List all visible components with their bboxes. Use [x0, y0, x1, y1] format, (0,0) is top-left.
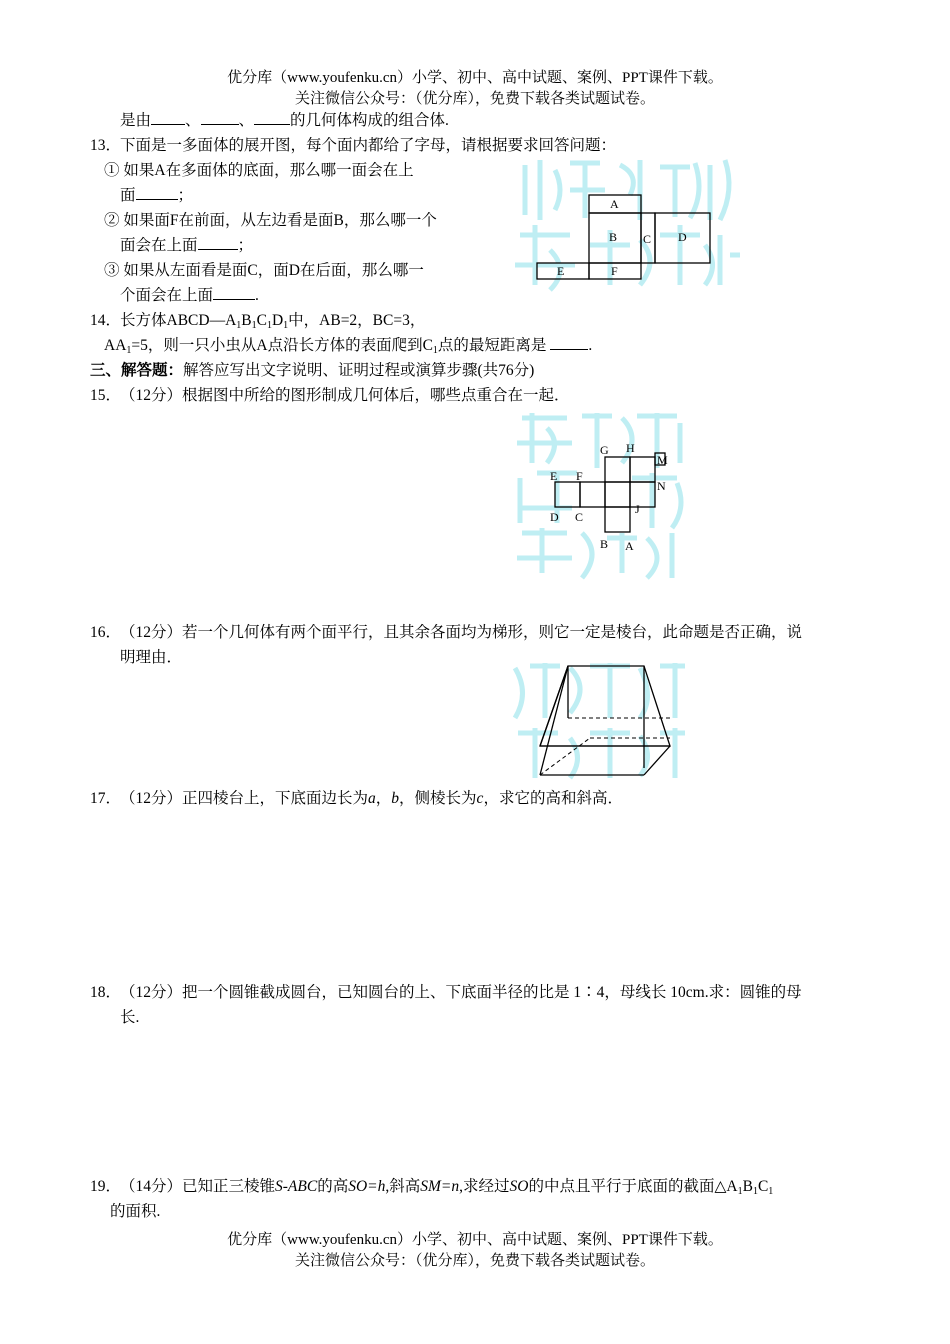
net15-label-m: M [657, 453, 668, 467]
net15-label-j: J [635, 502, 640, 516]
q15-number: 15． [90, 387, 122, 404]
net15-label-g: G [600, 443, 609, 457]
q14-l1-c: C [256, 312, 267, 329]
q19-a: （14分）已知正三棱锥 [120, 1178, 276, 1195]
q16-line1: （12分）若一个几何体有两个面平行，且其余各面均为梯形，则它一定是棱台，此命题是否正确，说 [120, 624, 803, 641]
page-header-line2: 关注微信公众号：（优分库），免费下载各类试题试卷。 [294, 91, 655, 107]
net15-label-a: A [625, 539, 634, 553]
q14-l1-b: B [241, 312, 252, 329]
page-footer-line1: 优分库（www.youfenku.cn）小学、初中、高中试题、案例、PPT课件下载。 [227, 1232, 723, 1248]
q14-l1-e: 中，AB=2，BC=3， [288, 312, 426, 329]
net15-label-b: B [600, 537, 609, 551]
q13-blank-2 [198, 235, 238, 250]
net15-label-e: E [550, 469, 558, 483]
watermark-seal [515, 160, 740, 290]
q13-item2-line2 [120, 233, 253, 255]
q15-net-figure [512, 408, 690, 580]
page-header-line1: 优分库（www.youfenku.cn）小学、初中、高中试题、案例、PPT课件下载。 [227, 70, 723, 86]
q17-c: ，求它的高和斜高． [483, 790, 623, 807]
q17-a: （12分）正四棱台上，下底面边长为 [120, 790, 369, 807]
q13-item1-prefix: 面 [120, 187, 136, 204]
q12-blank-2 [201, 110, 239, 125]
q19-var-sm: SM=n [420, 1178, 460, 1195]
net15-label-d: D [550, 510, 559, 524]
q14-sub-c1b: 1 [432, 345, 438, 356]
net-label-e: E [557, 264, 565, 278]
q17-sep: ， [375, 790, 392, 807]
section3-desc: 解答应写出文字说明、证明过程或演算步骤(共76分) [183, 362, 535, 379]
q13-item3-line2 [120, 283, 259, 305]
q12-tail [120, 108, 449, 130]
q14-line1 [120, 308, 425, 330]
q13-number: 13． [90, 137, 122, 154]
q14-line2 [104, 333, 592, 355]
q19-sub-b1: 1 [752, 1186, 758, 1197]
q19-e: 的中点且平行于底面的截面△A [528, 1178, 738, 1195]
net15-label-n: N [657, 479, 666, 493]
q14-number: 14． [90, 312, 122, 329]
q17-number: 17． [90, 790, 122, 807]
net-label-b: B [609, 230, 618, 244]
q12-sep-2: 、 [238, 112, 255, 129]
net15-label-h: H [626, 441, 635, 455]
q12-blank-1 [151, 110, 185, 125]
q14-blank [550, 335, 588, 350]
q17-text [120, 786, 623, 808]
q13-item3-line1: ③ 如果从左面看是面C，面D在后面，那么哪一 [104, 262, 424, 279]
q13-item2-prefix: 面会在上面 [120, 237, 198, 254]
q14-l2-c: 点的最短距离是 [437, 337, 547, 354]
net15-label-c: C [575, 510, 584, 524]
q13-item2-line1: ② 如果面F在前面，从左边看是面B，那么哪一个 [104, 212, 437, 229]
q19-f: B [742, 1178, 753, 1195]
q19-var-so2: SO [509, 1178, 529, 1195]
q14-l1-d: D [271, 312, 284, 329]
q14-l2-d: . [588, 337, 593, 354]
q12-blank-3 [254, 110, 290, 125]
q19-b: 的高 [317, 1178, 349, 1195]
q19-sub-a1: 1 [737, 1186, 743, 1197]
q13-blank-3 [213, 285, 255, 300]
section3-title: 三、解答题： [90, 362, 184, 379]
q17-var-a: a [368, 790, 376, 807]
net-label-a: A [610, 197, 619, 211]
q19-var-sabc: S-ABC [275, 1178, 318, 1195]
net-label-f: F [611, 264, 618, 278]
q14-sub-b1: 1 [251, 320, 257, 331]
q19-number: 19． [90, 1178, 122, 1195]
q14-sub-c1: 1 [266, 320, 272, 331]
q13-item3-prefix: 个面会在上面 [120, 287, 214, 304]
q13-item2-suffix: ； [237, 237, 254, 254]
q14-l1-a: 长方体ABCD—A [120, 312, 237, 329]
q14-sub-a1: 1 [236, 320, 242, 331]
q13-item1-line2 [120, 183, 193, 205]
q17-b: ，侧棱长为 [399, 790, 477, 807]
q13-item1-suffix: ； [177, 187, 194, 204]
q18-line1: （12分）把一个圆锥截成圆台，已知圆台的上、下底面半径的比是 1∶4，母线长 10cm.求：圆锥的母 [120, 984, 802, 1001]
q14-l2-b: =5，则一只小虫从A点沿长方体的表面爬到C [131, 337, 433, 354]
q19-c: ,斜高 [385, 1178, 421, 1195]
net-label-c: C [643, 232, 652, 246]
q19-d: ,求经过 [459, 1178, 510, 1195]
q19-line1 [120, 1174, 773, 1196]
q16-line2: 明理由． [120, 649, 183, 666]
q18-number: 18． [90, 984, 122, 1001]
page-footer-line2: 关注微信公众号：（优分库），免费下载各类试题试卷。 [294, 1253, 655, 1269]
q15-text: （12分）根据图中所给的图形制成几何体后，哪些点重合在一起． [120, 387, 570, 404]
q19-var-so: SO=h [348, 1178, 386, 1195]
q13-blank-1 [136, 185, 178, 200]
q13-net-figure [510, 155, 740, 295]
q19-line2: 的面积. [110, 1203, 161, 1220]
q18-line2: 长. [120, 1009, 140, 1026]
q12-sep-1: 、 [185, 112, 201, 129]
q13-item3-suffix: . [255, 287, 259, 304]
q12-prefix: 是由 [120, 112, 152, 129]
q19-sub-c1: 1 [768, 1186, 774, 1197]
q16-number: 16． [90, 624, 122, 641]
q17-var-c: c [476, 790, 484, 807]
q19-g: C [757, 1178, 769, 1195]
q17-var-b: b [391, 790, 400, 807]
net15-label-f: F [576, 469, 583, 483]
section3-heading [90, 358, 534, 380]
q12-suffix: 的几何体构成的组合体. [290, 112, 449, 129]
q14-sub-aa1: 1 [126, 345, 132, 356]
q13-item1-line1: ① 如果A在多面体的底面，那么哪一面会在上 [104, 162, 414, 179]
watermark-seal [517, 413, 681, 578]
q16-frustum-figure [510, 658, 690, 784]
q14-sub-d1: 1 [283, 320, 289, 331]
q14-l2-a: AA [104, 337, 127, 354]
q13-stem: 下面是一多面体的展开图，每个面内都给了字母，请根据要求回答问题： [120, 137, 617, 154]
net-label-d: D [678, 230, 687, 244]
watermark-seal [515, 663, 685, 778]
